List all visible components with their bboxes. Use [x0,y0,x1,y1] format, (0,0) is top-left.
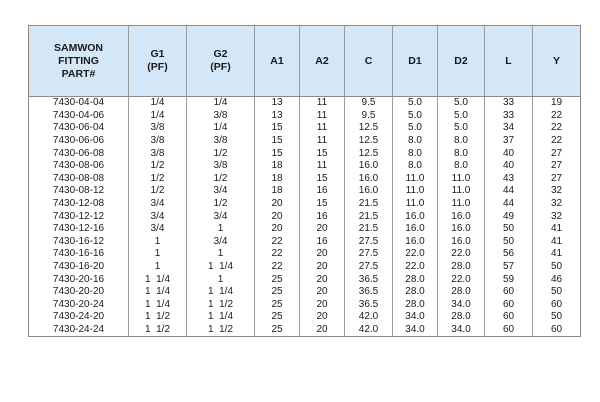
fitting-spec-table [28,25,581,337]
cell-a2: 16 [300,210,345,223]
header-g1 [129,26,187,97]
cell-part-number: 7430-08-06 [29,160,129,173]
cell-d2: 28.0 [438,286,485,299]
header-part-line1: SAMWON [54,41,103,54]
cell-part-number: 7430-20-16 [29,273,129,286]
cell-d2: 16.0 [438,236,485,249]
table-row [29,299,581,312]
cell-d2: 34.0 [438,299,485,312]
cell-part-number: 7430-16-12 [29,236,129,249]
cell-g1: 1 1/4 [129,286,187,299]
header-part-number [29,26,129,97]
cell-a2: 15 [300,173,345,186]
cell-a1: 18 [255,160,300,173]
cell-c: 27.5 [345,248,393,261]
cell-d1: 11.0 [393,198,438,211]
cell-c: 21.5 [345,210,393,223]
header-g1-line1: G1 [150,48,165,60]
cell-a1: 25 [255,286,300,299]
cell-g2: 1/2 [187,147,255,160]
cell-y: 41 [533,223,581,236]
cell-l: 33 [485,97,533,110]
cell-a1: 25 [255,324,300,337]
cell-a1: 15 [255,135,300,148]
cell-y: 22 [533,122,581,135]
header-a2: A2 [300,26,345,97]
cell-a1: 22 [255,236,300,249]
cell-c: 12.5 [345,122,393,135]
cell-part-number: 7430-16-20 [29,261,129,274]
cell-c: 21.5 [345,223,393,236]
cell-g1: 1/2 [129,173,187,186]
cell-a1: 25 [255,273,300,286]
cell-g2: 1/4 [187,122,255,135]
cell-d2: 8.0 [438,160,485,173]
cell-a2: 20 [300,299,345,312]
cell-l: 43 [485,173,533,186]
header-g1-line2: (PF) [147,61,168,73]
cell-y: 27 [533,147,581,160]
cell-a2: 16 [300,236,345,249]
cell-g1: 1 1/4 [129,273,187,286]
cell-g1: 1/4 [129,97,187,110]
cell-y: 27 [533,173,581,186]
cell-l: 59 [485,273,533,286]
cell-a2: 11 [300,110,345,123]
cell-g2: 1 1/4 [187,311,255,324]
cell-c: 36.5 [345,299,393,312]
cell-d1: 5.0 [393,122,438,135]
cell-a2: 20 [300,286,345,299]
cell-a1: 13 [255,110,300,123]
cell-g2: 1 1/2 [187,299,255,312]
table-row [29,198,581,211]
cell-g2: 3/8 [187,110,255,123]
cell-y: 32 [533,210,581,223]
table-row [29,97,581,110]
cell-l: 44 [485,185,533,198]
cell-d2: 5.0 [438,97,485,110]
cell-c: 42.0 [345,324,393,337]
cell-a2: 20 [300,273,345,286]
cell-c: 16.0 [345,160,393,173]
cell-a2: 11 [300,97,345,110]
cell-a2: 15 [300,147,345,160]
cell-d1: 8.0 [393,135,438,148]
cell-g1: 1 1/2 [129,324,187,337]
header-d2: D2 [438,26,485,97]
cell-a1: 15 [255,147,300,160]
cell-d2: 16.0 [438,223,485,236]
cell-a1: 20 [255,210,300,223]
cell-y: 41 [533,236,581,249]
cell-d2: 28.0 [438,311,485,324]
table-row [29,286,581,299]
cell-a2: 11 [300,160,345,173]
cell-y: 32 [533,185,581,198]
cell-a2: 16 [300,185,345,198]
cell-part-number: 7430-16-16 [29,248,129,261]
cell-y: 46 [533,273,581,286]
cell-part-number: 7430-06-04 [29,122,129,135]
cell-l: 33 [485,110,533,123]
cell-part-number: 7430-20-24 [29,299,129,312]
cell-g1: 3/4 [129,210,187,223]
cell-l: 40 [485,147,533,160]
cell-d2: 22.0 [438,248,485,261]
cell-g2: 1 1/4 [187,286,255,299]
cell-d1: 34.0 [393,324,438,337]
cell-d1: 11.0 [393,185,438,198]
cell-y: 50 [533,311,581,324]
cell-a1: 18 [255,185,300,198]
cell-y: 41 [533,248,581,261]
table-row [29,147,581,160]
cell-d2: 5.0 [438,110,485,123]
cell-d1: 22.0 [393,248,438,261]
cell-d2: 8.0 [438,135,485,148]
cell-g2: 1 1/4 [187,261,255,274]
cell-g1: 3/4 [129,198,187,211]
cell-g1: 1/4 [129,110,187,123]
cell-l: 60 [485,299,533,312]
table-row [29,248,581,261]
cell-g2: 1 [187,223,255,236]
cell-c: 12.5 [345,147,393,160]
cell-a1: 18 [255,173,300,186]
cell-part-number: 7430-24-24 [29,324,129,337]
cell-part-number: 7430-08-12 [29,185,129,198]
cell-l: 60 [485,311,533,324]
header-d1: D1 [393,26,438,97]
cell-a1: 25 [255,299,300,312]
spec-table-container [28,25,580,337]
cell-d1: 5.0 [393,97,438,110]
cell-g2: 1/2 [187,173,255,186]
table-row [29,324,581,337]
header-part-line3: PART# [61,67,96,80]
cell-l: 40 [485,160,533,173]
header-a1: A1 [255,26,300,97]
cell-d2: 11.0 [438,173,485,186]
cell-a1: 22 [255,261,300,274]
table-body [29,97,581,337]
table-row [29,210,581,223]
cell-d2: 5.0 [438,122,485,135]
cell-g2: 1 1/2 [187,324,255,337]
cell-a2: 20 [300,311,345,324]
cell-a2: 15 [300,198,345,211]
cell-d2: 22.0 [438,273,485,286]
cell-a1: 22 [255,248,300,261]
cell-a1: 20 [255,198,300,211]
table-row [29,160,581,173]
cell-g1: 1 1/2 [129,311,187,324]
cell-l: 44 [485,198,533,211]
cell-y: 50 [533,286,581,299]
cell-c: 27.5 [345,236,393,249]
cell-g2: 1 [187,273,255,286]
cell-d2: 16.0 [438,210,485,223]
header-c: C [345,26,393,97]
header-l: L [485,26,533,97]
table-row [29,311,581,324]
cell-y: 22 [533,110,581,123]
cell-d2: 28.0 [438,261,485,274]
cell-l: 50 [485,223,533,236]
cell-part-number: 7430-12-08 [29,198,129,211]
cell-d1: 28.0 [393,286,438,299]
cell-d2: 11.0 [438,185,485,198]
cell-l: 60 [485,324,533,337]
cell-part-number: 7430-12-16 [29,223,129,236]
table-row [29,110,581,123]
cell-a1: 13 [255,97,300,110]
cell-d2: 8.0 [438,147,485,160]
cell-g2: 1 [187,248,255,261]
cell-a2: 20 [300,248,345,261]
cell-part-number: 7430-24-20 [29,311,129,324]
cell-a1: 20 [255,223,300,236]
cell-l: 60 [485,286,533,299]
cell-d1: 34.0 [393,311,438,324]
cell-a2: 11 [300,135,345,148]
cell-y: 32 [533,198,581,211]
cell-g1: 3/4 [129,223,187,236]
cell-part-number: 7430-06-08 [29,147,129,160]
cell-g1: 1 [129,261,187,274]
cell-d1: 28.0 [393,273,438,286]
cell-d1: 5.0 [393,110,438,123]
cell-l: 56 [485,248,533,261]
cell-y: 60 [533,324,581,337]
header-y: Y [533,26,581,97]
cell-g1: 1 [129,248,187,261]
cell-part-number: 7430-12-12 [29,210,129,223]
cell-g1: 1/2 [129,185,187,198]
cell-l: 50 [485,236,533,249]
cell-part-number: 7430-04-06 [29,110,129,123]
cell-g2: 3/4 [187,236,255,249]
cell-g1: 1/2 [129,160,187,173]
cell-g1: 1 [129,236,187,249]
cell-d1: 16.0 [393,236,438,249]
cell-c: 9.5 [345,97,393,110]
cell-c: 27.5 [345,261,393,274]
cell-part-number: 7430-04-04 [29,97,129,110]
table-row [29,273,581,286]
cell-d1: 28.0 [393,299,438,312]
cell-l: 34 [485,122,533,135]
header-row [29,26,581,97]
table-row [29,236,581,249]
cell-l: 49 [485,210,533,223]
cell-g1: 3/8 [129,135,187,148]
cell-l: 37 [485,135,533,148]
cell-c: 9.5 [345,110,393,123]
cell-g2: 1/2 [187,198,255,211]
table-row [29,223,581,236]
cell-g2: 1/4 [187,97,255,110]
cell-g2: 3/8 [187,135,255,148]
cell-g1: 1 1/4 [129,299,187,312]
header-g2-line1: G2 [213,48,228,60]
cell-c: 36.5 [345,273,393,286]
cell-part-number: 7430-08-08 [29,173,129,186]
cell-y: 60 [533,299,581,312]
cell-d1: 8.0 [393,147,438,160]
cell-a1: 15 [255,122,300,135]
cell-d2: 34.0 [438,324,485,337]
cell-a1: 25 [255,311,300,324]
cell-d1: 16.0 [393,210,438,223]
cell-a2: 11 [300,122,345,135]
cell-c: 42.0 [345,311,393,324]
cell-g2: 3/4 [187,210,255,223]
cell-g2: 3/8 [187,160,255,173]
cell-y: 50 [533,261,581,274]
cell-a2: 20 [300,261,345,274]
cell-c: 16.0 [345,185,393,198]
cell-c: 36.5 [345,286,393,299]
cell-d1: 16.0 [393,223,438,236]
cell-d1: 11.0 [393,173,438,186]
cell-d1: 8.0 [393,160,438,173]
cell-a2: 20 [300,324,345,337]
table-row [29,122,581,135]
cell-g2: 3/4 [187,185,255,198]
cell-part-number: 7430-20-20 [29,286,129,299]
cell-d1: 22.0 [393,261,438,274]
cell-y: 22 [533,135,581,148]
table-row [29,261,581,274]
table-row [29,185,581,198]
table-row [29,135,581,148]
header-part-line2: FITTING [58,54,99,67]
header-g2 [187,26,255,97]
cell-d2: 11.0 [438,198,485,211]
cell-g1: 3/8 [129,147,187,160]
cell-c: 12.5 [345,135,393,148]
cell-c: 21.5 [345,198,393,211]
cell-a2: 20 [300,223,345,236]
cell-g1: 3/8 [129,122,187,135]
cell-y: 27 [533,160,581,173]
cell-part-number: 7430-06-06 [29,135,129,148]
cell-y: 19 [533,97,581,110]
table-row [29,173,581,186]
cell-c: 16.0 [345,173,393,186]
cell-l: 57 [485,261,533,274]
header-g2-line2: (PF) [210,61,231,73]
